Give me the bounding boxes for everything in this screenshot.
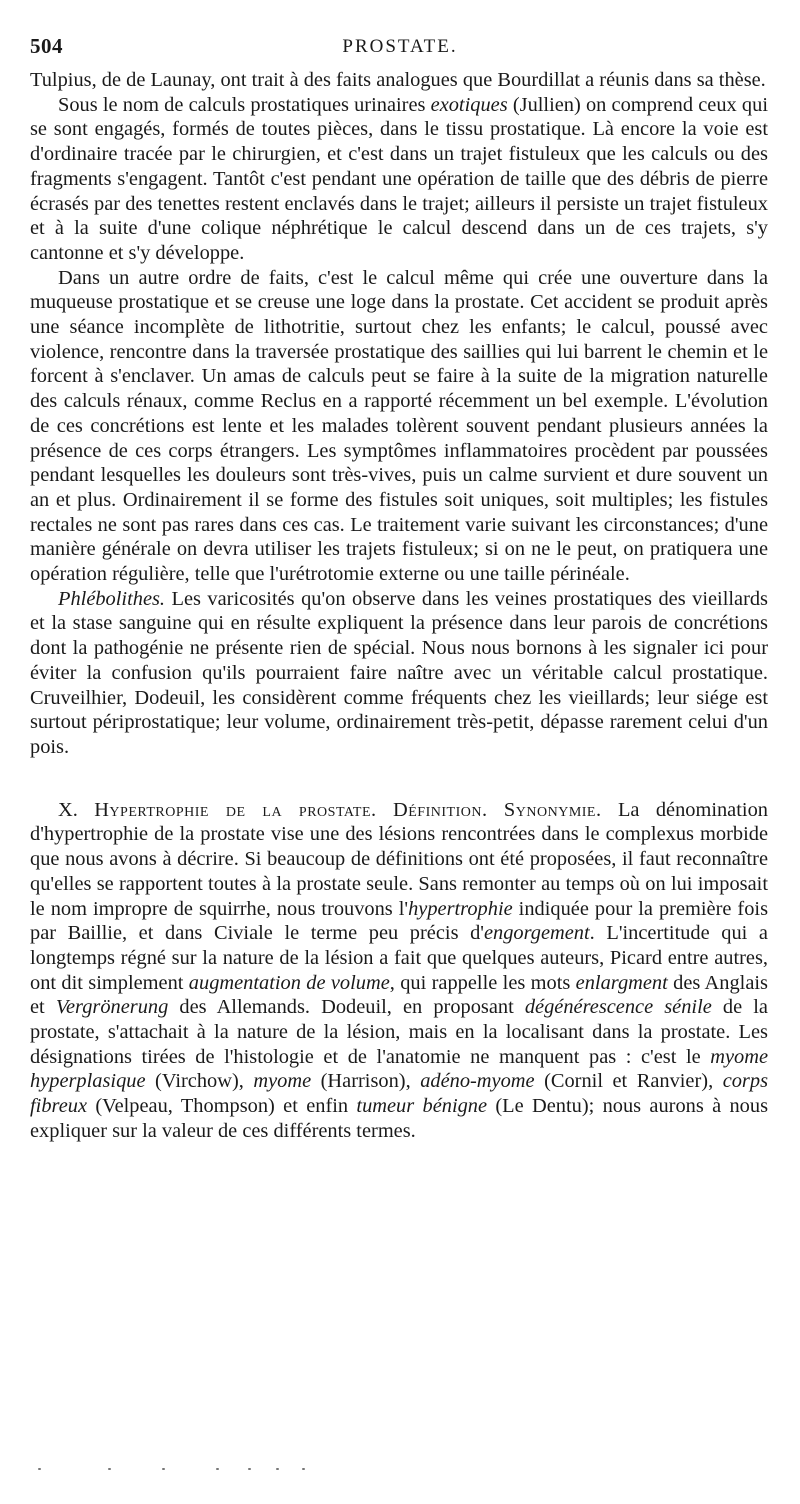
italic-term: Vergrönerung: [55, 996, 169, 1019]
paragraph-text: (Jullien) on comprend ceux qui se sont engagés, formés de toutes pièces, dans le tissu prostatique. Là encore la voie est d'ordinaire tracée par le chirurgien, et c'est dans un trajet fistuleux que les calculs ou des fragments s'engagent. Tantôt c'est pendant une opération de taille que des débris de pierre écrasés par des tenettes restent enclavés dans le trajet; ailleurs il persiste un trajet fistuleux et à la suite d'une colique néphrétique le calcul descend dans un de ces trajets, s'y cantonne et s'y développe.: [30, 93, 768, 264]
scan-speck: [216, 1468, 219, 1470]
body-text: [30, 68, 768, 1144]
italic-term: myome: [253, 1070, 312, 1093]
section-subheading-definition: Définition.: [393, 798, 488, 821]
paragraph-text: . L'incertitude qui a longtemps régné sur la nature de la lésion a fait que quelques auteurs, Picard entre autres, ont dit simplement: [30, 922, 768, 994]
paragraph-calculus-lodging: [30, 266, 768, 587]
section-subheading-synonymy: Synonymie.: [503, 798, 602, 821]
scan-specks: [30, 1466, 330, 1474]
paragraph-text: La dénomination d'hypertrophie de la prostate vise une des lésions rencontrées dans le complexus morbide que nous avons à décrire. Si beaucoup de définitions ont été proposées, il faut reconnaître qu'elles se rapportent toutes à la prostate seule. Sans remonter au temps où on lui imposait le nom impropre de squirrhe, nous trouvons l': [30, 798, 768, 920]
paragraph-exotic-calculi: [30, 93, 768, 266]
paragraph-text: (Le Dentu); nous aurons à nous expliquer sur la valeur de ces différents termes.: [30, 1095, 769, 1142]
section-heading: Hypertrophie de la prostate.: [94, 798, 377, 821]
paragraph-text: indiquée pour la première fois par Baillie, et dans Civiale le terme peu précis d': [30, 897, 769, 945]
italic-term: corps fibreux: [30, 1070, 768, 1118]
italic-term: adéno-myome: [420, 1070, 535, 1093]
paragraph-continuation: [30, 68, 768, 93]
section-number: X.: [58, 798, 78, 821]
italic-term: augmentation de volume: [188, 971, 390, 994]
page-number: 504: [30, 34, 63, 58]
paragraph-text: (Harrison),: [311, 1070, 421, 1093]
scan-speck: [302, 1468, 305, 1470]
italic-term: tumeur bénigne: [356, 1095, 488, 1118]
paragraph-text: Les varicosités qu'on observe dans les veines prostatiques des vieillards et la stase sanguine qui en résulte expliquent la présence dans leur parois de concrétions dont la pathogénie ne présente rien de spécial. Nous nous bornons à les signaler ici pour éviter la confusion qu'ils pourraient faire naître avec un véritable calcul prostatique. Cruveilhier, Dodeuil, les considèrent comme fréquents chez les vieillards; leur siége est surtout périprostatique; leur volume, ordinairement très-petit, dépasse rarement celui d'un pois.: [30, 587, 768, 758]
italic-term: dégénérescence sénile: [524, 996, 712, 1019]
paragraph-text: (Velpeau, Thompson) et enfin: [87, 1095, 357, 1118]
paragraph-text: , qui rappelle les mots: [389, 971, 576, 994]
paragraph-phlebolithes: [30, 587, 768, 760]
paragraph-text: (Virchow),: [145, 1070, 254, 1093]
italic-term: myome hyperplasique: [30, 1045, 768, 1093]
scan-speck: [108, 1468, 111, 1470]
paragraph-text: Tulpius, de de Launay, ont trait à des faits analogues que Bourdillat a réunis dans sa thèse.: [30, 69, 766, 91]
paragraph-text: des Anglais et: [30, 971, 768, 1019]
paragraph-text: des Allemands. Dodeuil, en proposant: [168, 996, 525, 1019]
paragraph-text: Sous le nom de calculs prostatiques urinaires: [58, 93, 431, 116]
scan-speck: [38, 1468, 41, 1470]
running-head: [30, 34, 770, 62]
section-hypertrophy: [30, 798, 768, 1144]
scan-speck: [248, 1468, 251, 1470]
paragraph-text: de la prostate, s'attachait à la nature de la lésion, mais en la localisant dans la prostate. Les désignations tirées de l'histologie et de l'anatomie ne manquent pas : c'est le: [30, 996, 768, 1068]
italic-term: enlargment: [575, 971, 668, 994]
paragraph-text: (Cornil et Ranvier),: [534, 1070, 723, 1093]
italic-term: hypertrophie: [408, 897, 513, 920]
italic-term: engorgement: [483, 922, 590, 945]
italic-term: exotiques: [430, 93, 508, 116]
running-title: PROSTATE.: [342, 36, 458, 57]
paragraph-text: Dans un autre ordre de faits, c'est le calcul même qui crée une ouverture dans la muqueuse prostatique et se creuse une loge dans la prostate. Cet accident se produit après une séance incomplète de lithotritie, surtout chez les enfants; le calcul, poussé avec violence, rencontre dans la traversée prostatique des saillies qui lui barrent le chemin et le forcent à s'enclaver. Un amas de calculs peut se faire à la suite de la migration naturelle des calculs rénaux, comme Reclus en a rapporté récemment un bel exemple. L'évolution de ces concrétions est lente et les malades tolèrent souvent pendant plusieurs années la présence de ces corps étrangers. Les symptômes inflammatoires procèdent par poussées pendant lesquelles les douleurs sont très-vives, puis un calme survient et dure souvent un an et plus. Ordinairement il se forme des fistules soit uniques, soit multiples; les fistules rectales ne sont pas rares dans ces cas. Le traitement varie suivant les circonstances; d'une manière générale on devra utiliser les trajets fistuleux; si on ne le peut, on pratiquera une opération régulière, telle que l'urétrotomie externe ou une taille périnéale.: [30, 266, 768, 586]
italic-subheading: Phlébolithes.: [58, 587, 166, 610]
scan-speck: [276, 1468, 279, 1470]
scan-speck: [162, 1468, 165, 1470]
